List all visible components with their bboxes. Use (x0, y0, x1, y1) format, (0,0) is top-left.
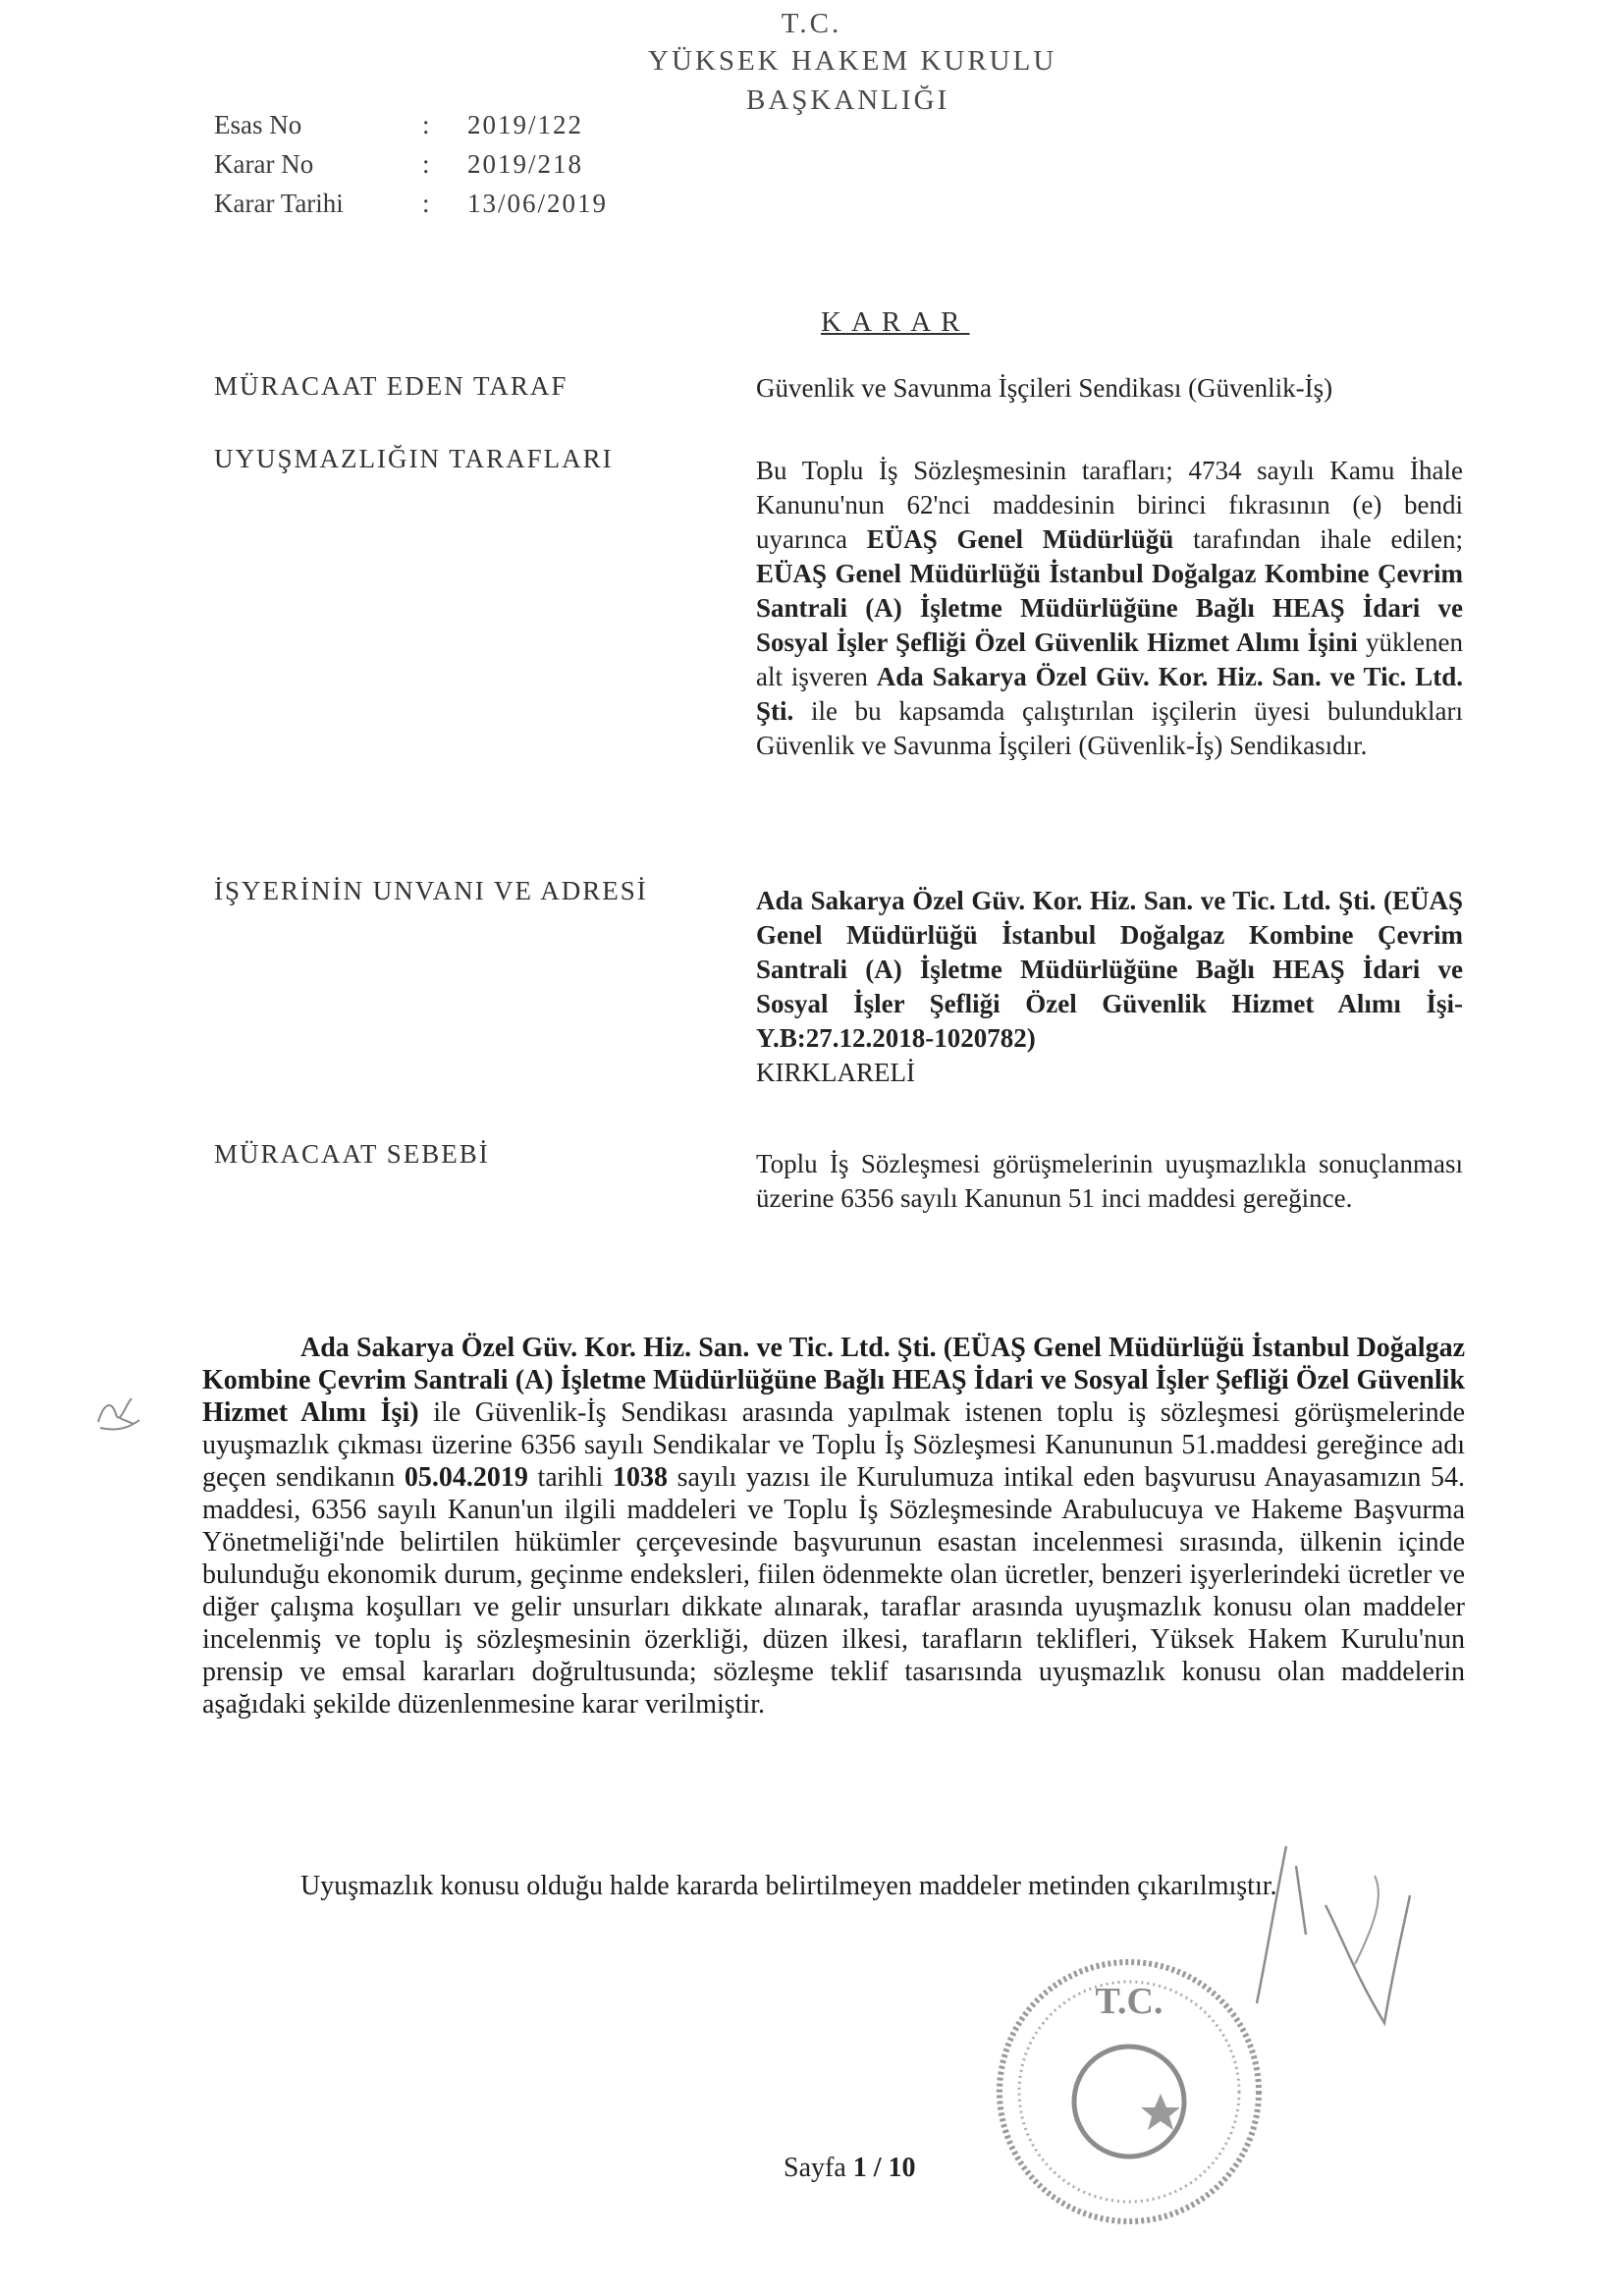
value-parties (756, 454, 1463, 763)
value-applicant: Güvenlik ve Savunma İşçileri Sendikası (Güvenlik-İş) (756, 373, 1333, 403)
label-applicant: MÜRACAAT EDEN TARAF (214, 371, 568, 401)
workplace-name: Ada Sakarya Özel Güv. Kor. Hiz. San. ve Tic. Ltd. Şti. (EÜAŞ Genel Müdürlüğü İstanbul Doğalgaz Kombine Çevrim Santrali (A) İşletme Müdürlüğüne Bağlı HEAŞ İdari ve Sosyal İşler Şefliği Özel Güvenlik Hizmet Alımı İşi-Y.B:27.12.2018-1020782) (756, 886, 1463, 1053)
meta-esas-value: 2019/122 (467, 110, 584, 139)
parties-text-4: ile bu kapsamda çalıştırılan işçilerin üyesi bulundukları Güvenlik ve Savunma İşçileri (Güvenlik-İş) Sendikasıdır. (756, 696, 1463, 760)
parties-bold-1: EÜAŞ Genel Müdürlüğü (866, 524, 1174, 554)
page-number: 1 / 10 (852, 2153, 916, 2183)
body-text-1: ile Güvenlik-İş Sendikası arasında yapılmak istenen toplu iş sözleşmesi görüşmelerinde uyuşmazlık çıkması üzerine 6356 sayılı Sendikalar ve Toplu İş Sözleşmesi Kanununun 51.maddesi gereğince adı geçen sendikanın (202, 1397, 1465, 1493)
meta-tarih-value: 13/06/2019 (467, 189, 609, 218)
parties-bold-3: Ada Sakarya Özel Güv. Kor. Hiz. San. ve Tic. Ltd. Şti. (756, 662, 1463, 726)
body-text-2: tarihli (527, 1462, 613, 1493)
body-bold-date: 05.04.2019 (404, 1462, 528, 1493)
official-stamp (982, 1944, 1276, 2239)
meta-esas-row (214, 110, 626, 143)
meta-colon: : (422, 149, 430, 179)
meta-esas-label: Esas No (214, 110, 302, 139)
meta-tarih-row (214, 189, 626, 222)
meta-colon: : (422, 189, 430, 218)
body-text-3: sayılı yazısı ile Kurulumuza intikal eden başvurusu Anayasamızın 54. maddesi, 6356 sayılı Kanun'un ilgili maddeleri ve Toplu İş Sözleşmesinde Arabulucuya ve Hakeme Başvurma Yönetmeliği'nde belirtilen hükümler çerçevesinde başvurunun esastan incelenmesi sırasında, ülkenin içinde bulunduğu ekonomik durum, geçinme endeksleri, fiilen ödenmekte olan ücretler, benzeri işyerlerindeki ücretler ve diğer çalışma koşulları ve gelir unsurları dikkate alınarak, taraflar arasında uyuşmazlık konusu olan maddeler incelenmiş ve toplu iş sözleşmesinin özerkliği, düzen ilkesi, tarafların teklifleri, Yüksek Hakem Kurulu'nun prensip ve emsal kararları doğrultusunda; sözleşme teklif tasarısında uyuşmazlık konusu olan maddelerin aşağıdaki şekilde düzenlenmesine karar verilmiştir. (202, 1462, 1466, 1720)
body-bold-1: Ada Sakarya Özel Güv. Kor. Hiz. San. ve Tic. Ltd. Şti. (EÜAŞ Genel Müdürlüğü İstanbul Doğalgaz Kombine Çevrim Santrali (A) İşletme Müdürlüğüne Bağlı HEAŞ İdari ve Sosyal İşler Şefliği Özel Güvenlik Hizmet Alımı İşi) (202, 1333, 1465, 1428)
page-indicator (784, 2153, 916, 2184)
meta-colon: : (422, 110, 430, 139)
parties-text-2: tarafından ihale edilen; (1173, 524, 1463, 554)
workplace-city: KIRKLARELİ (756, 1058, 915, 1087)
meta-karar-label: Karar No (214, 149, 314, 179)
header-tc: T.C. (781, 8, 842, 39)
value-reason: Toplu İş Sözleşmesi görüşmelerinin uyuşmazlıkla sonuçlanması üzerine 6356 sayılı Kanunun 51 inci maddesi gereğince. (756, 1149, 1463, 1213)
meta-tarih-label: Karar Tarihi (214, 189, 344, 218)
label-reason: MÜRACAAT SEBEBİ (214, 1139, 490, 1169)
header-institution: YÜKSEK HAKEM KURULU (648, 45, 1057, 77)
margin-initials (90, 1385, 149, 1440)
value-workplace (756, 884, 1463, 1090)
stamp-label: T.C. (1095, 1981, 1163, 2022)
decision-paragraph (202, 1332, 1465, 1721)
label-parties: UYUŞMAZLIĞIN TARAFLARI (214, 444, 614, 473)
header-presidency: BAŞKANLIĞI (746, 84, 950, 116)
meta-karar-row (214, 149, 626, 183)
parties-text-1: Bu Toplu İş Sözleşmesinin tarafları; 4734 sayılı Kamu İhale Kanunu'nun 62'nci maddesinin birinci fıkrasının (e) bendi uyarınca (756, 456, 1463, 554)
case-meta (214, 110, 626, 228)
label-workplace: İŞYERİNİN UNVANI VE ADRESİ (214, 876, 648, 905)
page-prefix: Sayfa (784, 2153, 853, 2183)
body-bold-number: 1038 (612, 1462, 668, 1493)
meta-karar-value: 2019/218 (467, 149, 584, 179)
removed-articles-paragraph: Uyuşmazlık konusu olduğu halde kararda belirtilmeyen maddeler metinden çıkarılmıştır. (300, 1871, 1277, 1901)
document-title: KARAR (821, 306, 970, 338)
parties-bold-2: EÜAŞ Genel Müdürlüğü İstanbul Doğalgaz Kombine Çevrim Santrali (A) İşletme Müdürlüğüne Bağlı HEAŞ İdari ve Sosyal İşler Şefliği Özel Güvenlik Hizmet Alımı İşini (756, 559, 1463, 657)
parties-text-3: yüklenen alt işveren (756, 628, 1463, 691)
